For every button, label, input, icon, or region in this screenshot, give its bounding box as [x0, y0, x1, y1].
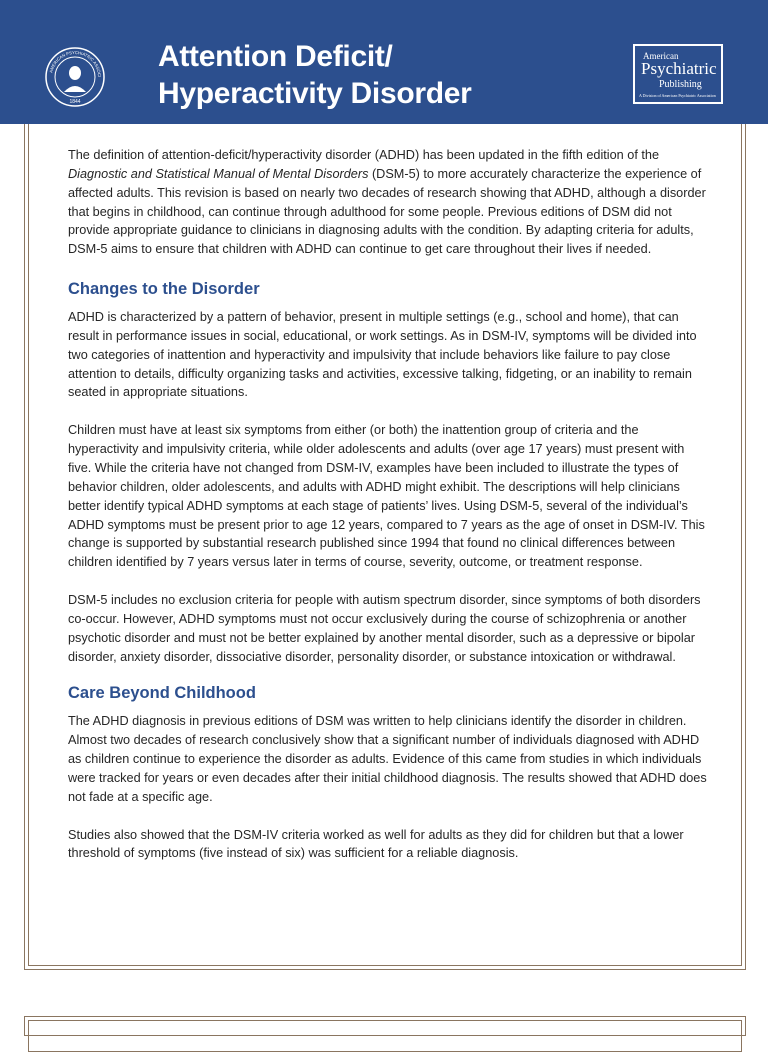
section-heading-care: Care Beyond Childhood — [68, 684, 256, 703]
care-paragraph-2: Studies also showed that the DSM-IV criteria worked as well for adults as they did for children but that a lower threshold of symptoms (five instead of six) was sufficient for a reliable diagnosis. — [68, 827, 684, 861]
changes-paragraph-2: Children must have at least six symptoms from either (or both) the inattention group of criteria and the hyperactivity and impulsivity criteria, while older adolescents and adults (over age 17 years) must present with five. While the criteria have not changed from DSM-IV, examples have been included to illustrate the types of behavior children, older adolescents, and adults with ADHD might exhibit. The descriptions will help clinicians better identify typical ADHD symptoms at each stage of patients’ lives. Using DSM-5, several of the individual’s ADHD symptoms must be present prior to age 12 years, compared to 7 years as the age of onset in DSM-IV. This change is supported by substantial research published since 1994 that found no clinical differences between children identified by 7 years versus later in terms of course, severity, outcome, or treatment response. — [68, 423, 705, 570]
section-heading-changes: Changes to the Disorder — [68, 280, 260, 299]
care-paragraph-1: The ADHD diagnosis in previous editions of DSM was written to help clinicians identify the disorder in children. Almost two decades of research conclusively show that a significant number of individuals diagnosed with ADHD as children continue to experience the disorder as adults. Evidence of this came from studies in which individuals were tracked for years or even decades after their initial childhood diagnosis. The results showed that ADHD does not fade at a specific age. — [68, 714, 707, 804]
intro-text-2: (DSM-5) to more accurately characterize the experience of affected adults. This revision is based on nearly two decades of research showing that ADHD, although a disorder that begins in childhood, can continue through adulthood for some people. Previous editions of DSM did not provide appropriate guidance to clinicians in diagnosing adults with the condition. By adapting criteria for adults, DSM-5 aims to ensure that children with ADHD can continue to get care throughout their lives if needed. — [68, 166, 706, 257]
header-banner — [0, 0, 768, 124]
seal-text: AMERICAN PSYCHIATRIC ASSOCI — [48, 49, 103, 78]
title-line-1: Attention Deficit/ — [158, 40, 393, 73]
changes-paragraph-1: ADHD is characterized by a pattern of behavior, present in multiple settings (e.g., school and home), that can result in performance issues in social, educational, or work settings. As in DSM-IV, symptoms will be divided into two categories of inattention and hyperactivity and impulsivity that include behaviors like failure to pay close attention to details, difficulty organizing tasks and activities, excessive talking, fidgeting, or an inability to remain seated in appropriate situations. — [68, 310, 697, 400]
publisher-line-2: Psychiatric — [641, 59, 717, 78]
publisher-logo — [633, 44, 723, 104]
changes-paragraph-3: DSM-5 includes no exclusion criteria for people with autism spectrum disorder, since symptoms of both disorders co-occur. However, ADHD symptoms must not occur exclusively during the course of schizophrenia or another psychotic disorder and must not be better explained by another mental disorder, such as a depressive or bipolar disorder, anxiety disorder, dissociative disorder, personality disorder, or substance intoxication or withdrawal. — [68, 593, 701, 664]
publisher-line-3: Publishing — [659, 79, 702, 90]
publisher-line-4: A Division of American Psychiatric Association — [639, 93, 716, 98]
intro-paragraph — [68, 146, 708, 259]
next-page-border-inner — [28, 1020, 742, 1052]
page-title — [158, 38, 472, 112]
apa-seal-icon — [44, 46, 106, 108]
next-page-border — [24, 1016, 746, 1036]
title-line-2: Hyperactivity Disorder — [158, 77, 472, 110]
publisher-line-1: American — [643, 51, 679, 61]
article-body — [68, 146, 708, 863]
intro-book-title: Diagnostic and Statistical Manual of Mental Disorders — [68, 166, 369, 181]
intro-text-1: The definition of attention-deficit/hyperactivity disorder (ADHD) has been updated in the fifth edition of the — [68, 148, 660, 162]
seal-year: 1844 — [69, 99, 81, 105]
